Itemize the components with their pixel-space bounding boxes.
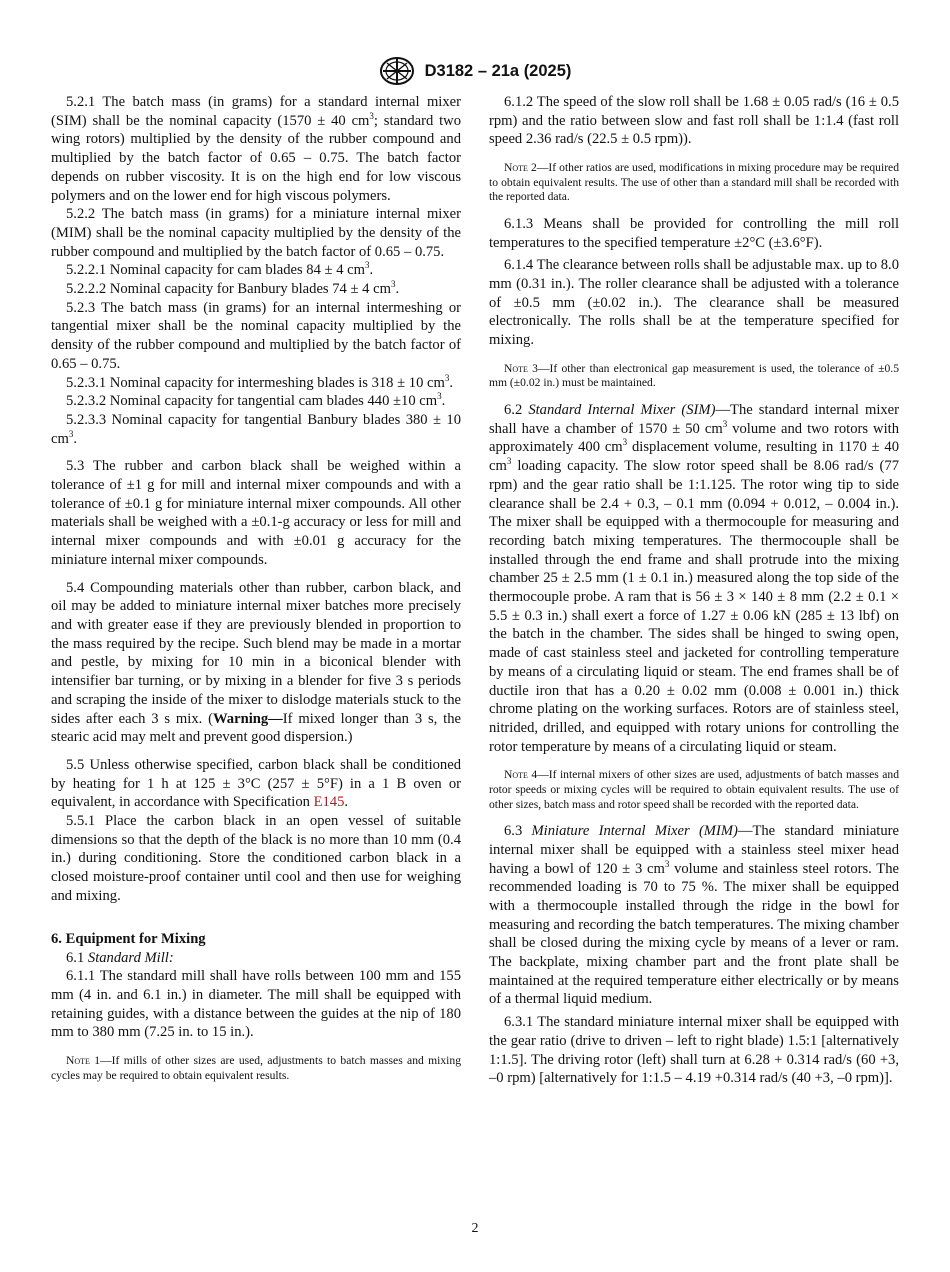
note-4: Note 4—If internal mixers of other sizes are used, adjustments of batch masses and rotor speeds or mixing cycles will be required to obtain equivalent results. The use of other sizes, batch mass and rotor speed shall be recorded with the reported data. [489, 768, 899, 811]
section-5-2-2-2: 5.2.2.2 Nominal capacity for Banbury blades 74 ± 4 $cm^3$. [66, 279, 400, 298]
section-5-2-3-3: 5.2.3.3 Nominal capacity for tangential Banbury blades 380 ± 10 $cm^3$. [51, 411, 461, 447]
spec-e145-link[interactable]: E145 [313, 794, 345, 811]
right-column [489, 93, 899, 1088]
page-number: 2 [471, 1221, 479, 1236]
section-5-2-3: 5.2.3 The batch mass (in grams) for an internal intermeshing or tangential mixer shall be the nominal capacity multiplied by the density of the rubber compound and multiplied by the batch factor of 0.65 – 0.75. [51, 299, 461, 372]
section-5-2-1: 5.2.1 The batch mass (in grams) for a standard internal mixer (SIM) shall be the nominal capacity (1570 ± 40 $cm^3$; standard two wing rotors) multiplied by the density of the rubber compound and multiplied by the batch factor of 0.65 – 0.75. The batch factor depends on rubber viscosity. It is on the high end for low viscous polymers and on the lower end for high viscous polymers. [51, 94, 461, 204]
note-2: Note 2—If other ratios are used, modifications in mixing procedure may be required to obtain equivalent results. The use of other than a standard mill shall be recorded with the reported data. [489, 161, 899, 204]
note-1: Note 1—If mills of other sizes are used, adjustments to batch masses and mixing cycles may be required to obtain equivalent results. [51, 1054, 461, 1082]
note-3: Note 3—If other than electronical gap measurement is used, the tolerance of ±0.5 mm (±0.02 in.) must be maintained. [489, 361, 899, 390]
section-6-3-1: 6.3.1 The standard miniature internal mixer shall be equipped with the gear ratio (drive to driven – left to right blade) 1.5:1 [alternatively 1:1.5]. The driving rotor (left) shall turn at 6.28 + 0.314 rad/s (60 +3, –0 rpm) [alternatively for 1:1.5 – 4.19 +0.314 rad/s (40 +3, –0 rpm)]. [489, 1014, 899, 1087]
left-column [51, 93, 461, 1093]
section-6-1-1: 6.1.1 The standard mill shall have rolls between 100 mm and 155 mm (4 in. and 6.1 in.) in diameter. The mill shall be equipped with retaining guides, with a distance between the guides at the nip of 180 mm to 380 mm (7.25 in. to 15 in.). [51, 968, 461, 1041]
section-5-2-3-2: 5.2.3.2 Nominal capacity for tangential cam blades 440 ±10 $cm^3$. [66, 391, 446, 410]
section-5-2-3-1: 5.2.3.1 Nominal capacity for intermeshing blades is 318 ± 10 $cm^3$. [66, 372, 454, 391]
section-6-1: 6.1 Standard Mill: [66, 949, 174, 966]
section-5-3: 5.3 The rubber and carbon black shall be weighed within a tolerance of ±1 g for mill and internal mixer compounds and with a tolerance of ±0.1 g for miniature internal mixer compounds. All other materials shall be weighed with a ±0.1-g accuracy or less for mill and internal mixer compounds and with ±0.01 g accuracy for the miniature internal mixer compounds. [51, 458, 461, 568]
section-6-3: 6.3 Miniature Internal Mixer (MIM)—The standard miniature internal mixer shall be equipped with a stainless steel mixer head having a bowl of 120 ± 3 $cm^3$ volume and stainless steel rotors. The recommended loading is 70 to 75 %. The mixer shall be equipped with a thermocouple installed through the ridge in the bowl for measuring and recording the batch temperatures. The mixing chamber shall be closed during the mixing cycle by means of a lever or ram. The backplate, mixing chamber part and the front plate shall be maintained at the required temperature either electrically or by means of a thermal liquid medium. [489, 823, 899, 1008]
section-5-4: 5.4 Compounding materials other than rubber, carbon black, and oil may be added to miniature internal mixer batches more precisely and with greater ease if they are previously blended in proportion to the mass required by the recipe. Such blend may be made in a mortar and pestle, by mixing for 10 min in a biconical blender with intensifier bar turning, or by mixing in a blender for five 3 s periods and scraping the inside of the mixer to dislodge materials stuck to the sides after each 3 s mix. (Warning—If mixed longer than 3 s, the stearic acid may melt and prevent good dispersion.) [51, 579, 461, 746]
page-header [0, 56, 950, 86]
astm-logo-icon [379, 56, 415, 86]
section-5-2-2-1: 5.2.2.1 Nominal capacity for cam blades 84 ± 4 $cm^3$. [66, 260, 374, 279]
document-id: D3182 – 21a (2025) [424, 61, 572, 80]
section-6-heading: 6. Equipment for Mixing [51, 930, 206, 947]
section-5-2-2: 5.2.2 The batch mass (in grams) for a miniature internal mixer (MIM) shall be the nominal capacity multiplied by the density of the rubber compound and multiplied by the batch factor of 0.65 – 0.75. [51, 206, 461, 260]
section-6-2: 6.2 Standard Internal Mixer (SIM)—The standard internal mixer shall have a chamber of 1570 ± 50 $cm^3$ volume and two rotors with approximately 400 $cm^3$ displacement volume, resulting in 1170 ± 40 $cm^3$ loading capacity. The slow rotor speed shall be 8.06 rad/s (77 rpm) and the gear ratio shall be 1:1.125. The rotor wing tip to side clearance shall be 2.4 + 0.3, – 0.1 mm (0.094 + 0.012, – 0.004 in.). The mixer shall be equipped with a thermocouple for measuring and recording batch mixing temperatures. The thermocouple shall be installed through the end frame and shall protrude into the mixing chamber 25 ± 2.5 mm (1 ± 0.1 in.) measured along the top side of the thermocouple probe. A ram that is 56 ± 3 × 140 ± 8 mm (2.2 ± 0.1 × 5.5 ± 0.3 in.) shall exert a force of 1.27 ± 0.06 kN (285 ± 13 lbf) on the batch in the chamber. The sides shall be hinged to swing open, made of cast stainless steel and jacketed for controlling temperature by means of a circulating liquid or steam. The end frames shall be of ductile iron that has a 0.20 ± 0.02 mm (0.008 ± 0.001 in.) thick chrome plating on the working surfaces. Rotors are of stainless steel, nitrided, drilled, and equipped with rotary unions for controlling the rotor temperature by means of a circulating liquid or steam. [489, 402, 900, 755]
section-5-5-1: 5.5.1 Place the carbon black in an open vessel of suitable dimensions so that the depth of the black is no more than 10 mm (0.4 in.) during conditioning. Store the conditioned carbon black in a closed moisture-proof container until cool and then use for weighing and mixing. [51, 813, 461, 904]
section-5-5: 5.5 Unless otherwise specified, carbon black shall be conditioned by heating for 1 h at 125 ± 3°C (257 ± 5°F) in a 1 B oven or equivalent, in accordance with Specification E145. [51, 756, 461, 811]
section-6-1-4: 6.1.4 The clearance between rolls shall be adjustable max. up to 8.0 mm (0.31 in.). The roller clearance shall be adjusted with a tolerance of ±0.5 mm (±0.02 in.). The clearance shall be measured electronically. The rolls shall be at the temperature specified for mixing. [489, 257, 899, 349]
section-6-1-2: 6.1.2 The speed of the slow roll shall be 1.68 ± 0.05 rad/s (16 ± 0.5 rpm) and the ratio between slow and fast roll shall be 1:1.4 (fast roll speed 2.36 rad/s (22.5 ± 0.5 rpm)). [489, 94, 899, 148]
section-6-1-3: 6.1.3 Means shall be provided for controlling the mill roll temperatures to the specified temperature ±2°C (±3.6°F). [489, 215, 899, 251]
